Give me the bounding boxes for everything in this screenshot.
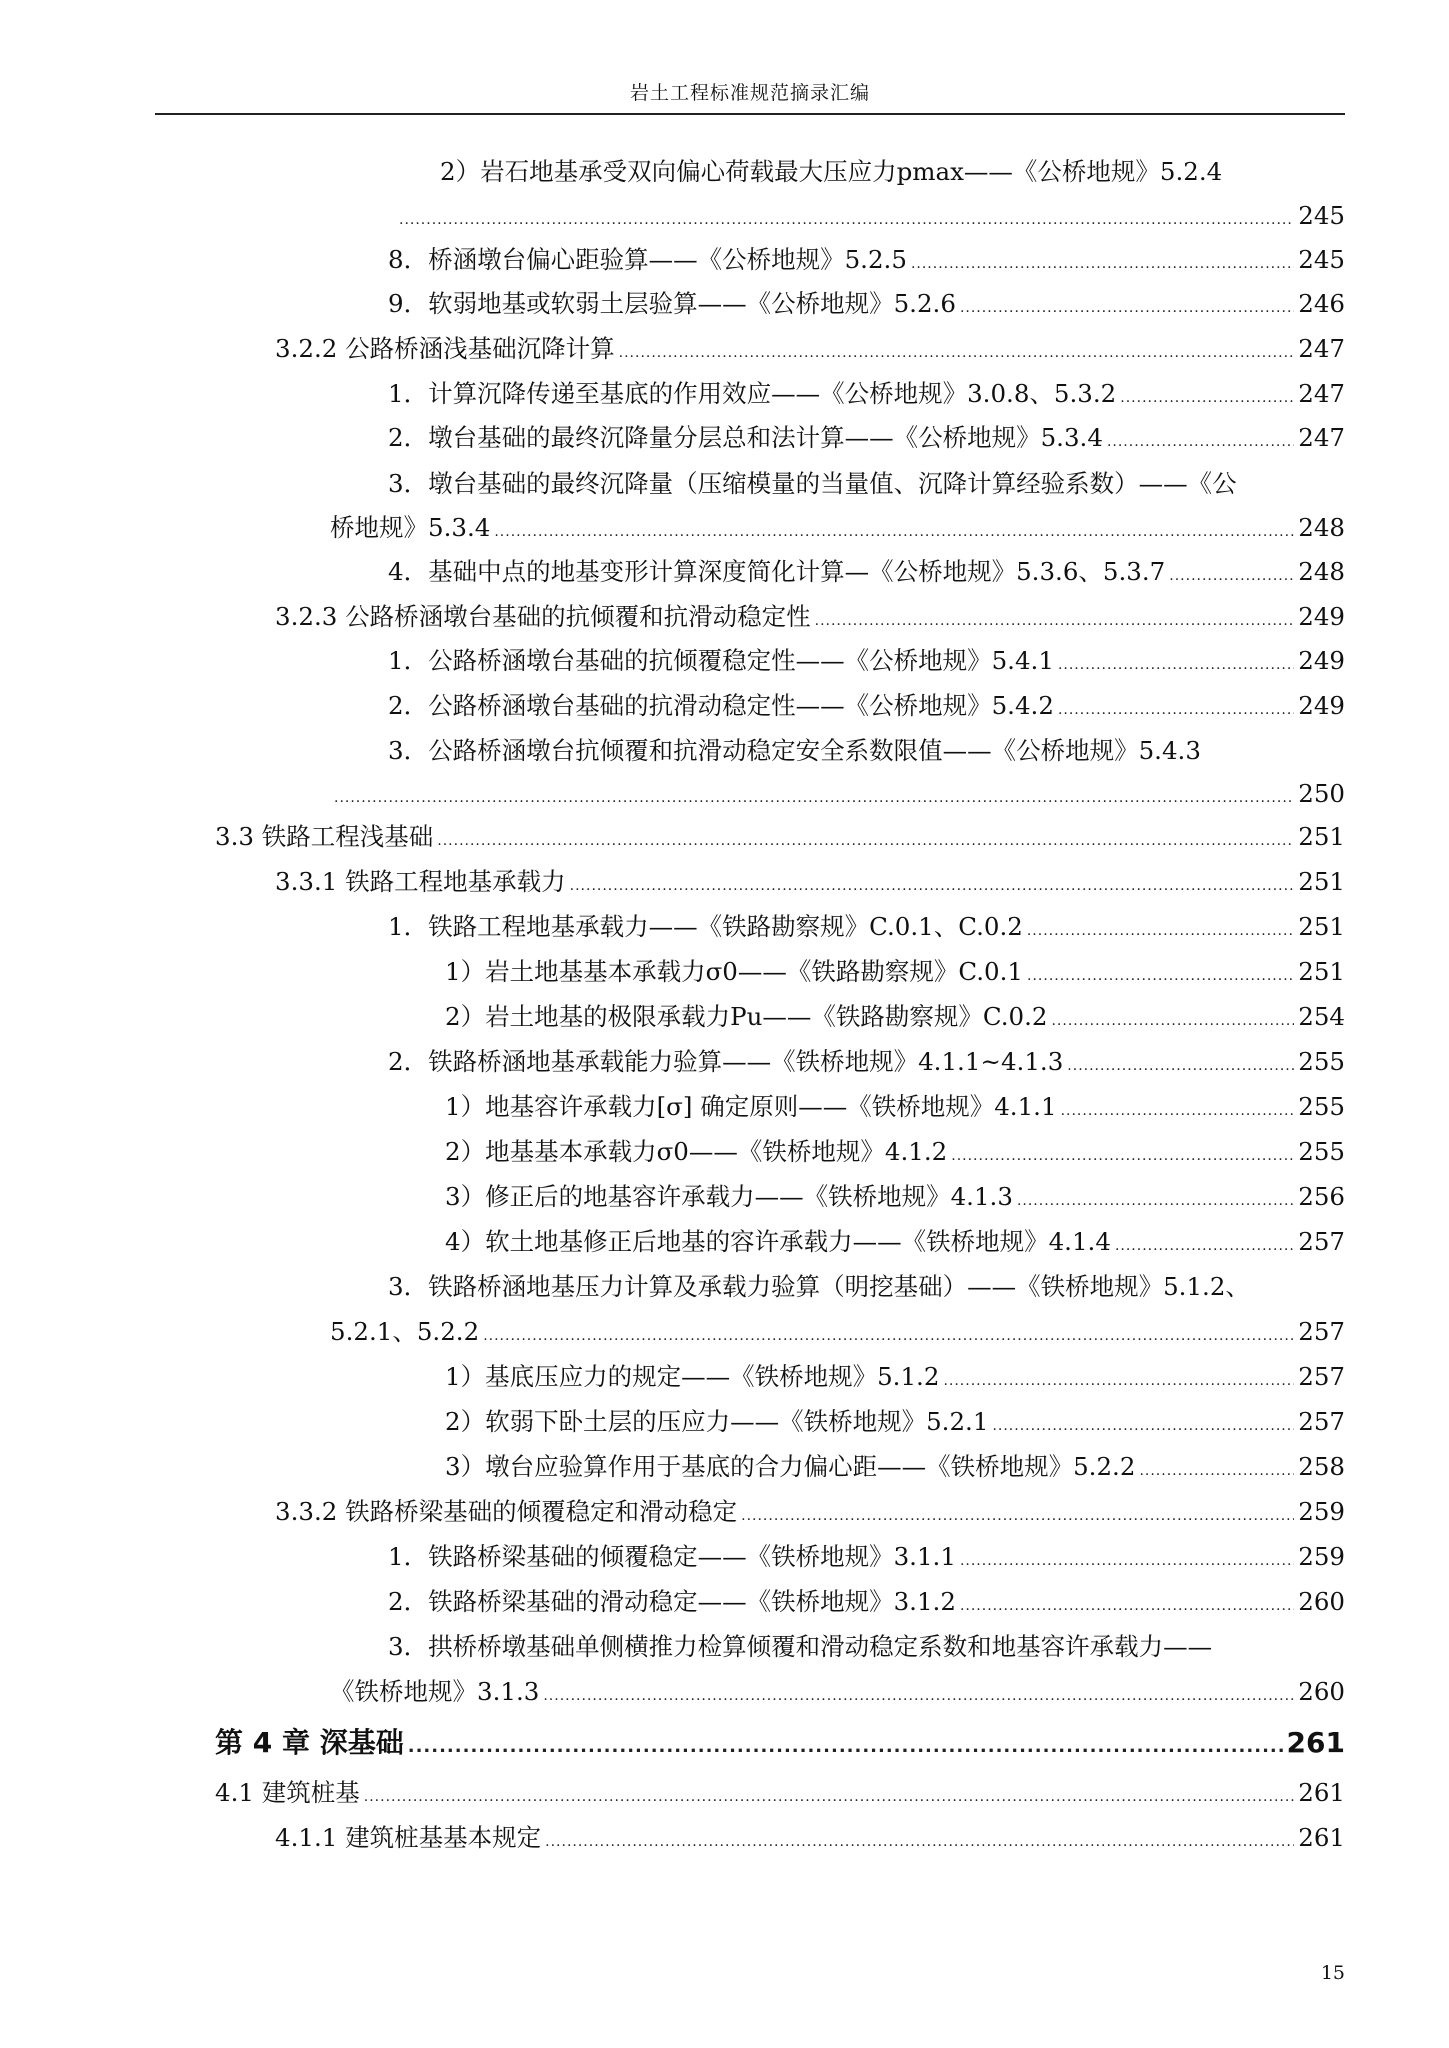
toc-entry[interactable]	[445, 1359, 1345, 1395]
toc-entry[interactable]	[388, 286, 1345, 322]
toc-page-number: 247	[1298, 423, 1345, 452]
toc-entry[interactable]	[445, 1449, 1345, 1485]
toc-page-number: 246	[1298, 289, 1345, 318]
toc-entry-text: 3．公路桥涵墩台抗倾覆和抗滑动稳定安全系数限值——《公桥地规》5.4.3	[388, 736, 1201, 765]
chapter-title: 第 4 章 深基础	[215, 1726, 404, 1759]
toc-entry[interactable]	[215, 819, 1345, 855]
toc-entry-continuation[interactable]	[330, 510, 1345, 546]
toc-page-number: 250	[1298, 779, 1345, 808]
toc-entry-text: 2）岩石地基承受双向偏心荷载最大压应力pmax——《公桥地规》5.2.4	[440, 157, 1223, 186]
toc-entry[interactable]	[445, 1089, 1345, 1125]
toc-entry-text: 3）墩台应验算作用于基底的合力偏心距——《铁桥地规》5.2.2	[445, 1452, 1136, 1481]
dot-leader	[437, 823, 1294, 859]
dot-leader	[992, 1408, 1294, 1444]
dot-leader	[741, 1498, 1294, 1534]
toc-page-number: 249	[1298, 602, 1345, 631]
toc-entry[interactable]	[388, 1539, 1345, 1575]
toc-entry[interactable]	[275, 864, 1345, 900]
toc-entry-text: 5.2.1、5.2.2	[330, 1317, 480, 1346]
dot-leader	[1058, 647, 1294, 683]
toc-page-number: 257	[1298, 1227, 1345, 1256]
toc-page-number: 257	[1298, 1317, 1345, 1346]
dot-leader	[1169, 558, 1294, 594]
dot-leader	[619, 335, 1295, 371]
dot-leader	[545, 1824, 1294, 1860]
toc-entry-text: 1．铁路桥梁基础的倾覆稳定——《铁桥地规》3.1.1	[388, 1542, 956, 1571]
toc-entry-text: 桥地规》5.3.4	[330, 513, 491, 542]
toc-entry-text: 3．铁路桥涵地基压力计算及承载力验算（明挖基础）——《铁桥地规》5.1.2、	[388, 1272, 1250, 1301]
toc-page-number: 247	[1298, 379, 1345, 408]
toc-page-number: 248	[1298, 513, 1345, 542]
toc-page-number: 255	[1298, 1137, 1345, 1166]
toc-entry-text: 1．计算沉降传递至基底的作用效应——《公桥地规》3.0.8、5.3.2	[388, 379, 1117, 408]
toc-entry-text: 3.3 铁路工程浅基础	[215, 822, 434, 851]
toc-entry[interactable]	[388, 1269, 1345, 1305]
toc-entry-text: 8．桥涵墩台偏心距验算——《公桥地规》5.2.5	[388, 245, 907, 274]
toc-entry-continuation[interactable]	[330, 776, 1345, 812]
toc-entry[interactable]	[388, 242, 1345, 278]
toc-page-number: 248	[1298, 557, 1345, 586]
toc-entry-text: 4）软土地基修正后地基的容许承载力——《铁桥地规》4.1.4	[445, 1227, 1111, 1256]
dot-leader	[408, 1725, 1283, 1769]
toc-entry-text: 2．公路桥涵墩台基础的抗滑动稳定性——《公桥地规》5.4.2	[388, 691, 1054, 720]
toc-chapter-heading[interactable]	[215, 1721, 1345, 1765]
toc-page-number: 260	[1298, 1677, 1345, 1706]
dot-leader	[334, 780, 1294, 816]
toc-entry-text: 1）岩土地基基本承载力σ0——《铁路勘察规》C.0.1	[445, 957, 1024, 986]
toc-page-number: 245	[1298, 245, 1345, 274]
dot-leader	[951, 1138, 1294, 1174]
header-title: 岩土工程标准规范摘录汇编	[629, 82, 870, 104]
toc-page-number: 260	[1298, 1587, 1345, 1616]
toc-entry-text: 3.3.1 铁路工程地基承载力	[275, 867, 566, 896]
dot-leader	[1058, 692, 1294, 728]
toc-entry-text: 3.3.2 铁路桥梁基础的倾覆稳定和滑动稳定	[275, 1497, 738, 1526]
toc-entry[interactable]	[388, 376, 1345, 412]
dot-leader	[1017, 1183, 1294, 1219]
toc-page-number: 256	[1298, 1182, 1345, 1211]
toc-entry-text: 4.1 建筑桩基	[215, 1778, 360, 1807]
footer-page-number: 15	[1320, 1962, 1345, 1984]
toc-page-number: 259	[1298, 1497, 1345, 1526]
toc-entry-text: 3.2.2 公路桥涵浅基础沉降计算	[275, 334, 615, 363]
toc-entry[interactable]	[445, 1224, 1345, 1260]
toc-page-number: 257	[1298, 1407, 1345, 1436]
dot-leader	[570, 868, 1295, 904]
dot-leader	[543, 1678, 1294, 1714]
toc-entry-text: 3．拱桥桥墩基础单侧横推力检算倾覆和滑动稳定系数和地基容许承载力——	[388, 1632, 1213, 1661]
dot-leader	[1107, 424, 1294, 460]
toc-entry[interactable]	[445, 1179, 1345, 1215]
toc-page-number: 249	[1298, 646, 1345, 675]
dot-leader	[1061, 1093, 1295, 1129]
toc-entry[interactable]	[445, 1134, 1345, 1170]
toc-entry-continuation[interactable]	[330, 1314, 1345, 1350]
toc-entry-text: 2）岩土地基的极限承载力Pu——《铁路勘察规》C.0.2	[445, 1002, 1048, 1031]
toc-entry[interactable]	[445, 954, 1345, 990]
toc-entry-text: 1．公路桥涵墩台基础的抗倾覆稳定性——《公桥地规》5.4.1	[388, 646, 1054, 675]
dot-leader	[960, 290, 1294, 326]
dot-leader	[1120, 380, 1294, 416]
toc-entry[interactable]	[388, 1629, 1345, 1665]
toc-entry-text: 2）地基基本承载力σ0——《铁桥地规》4.1.2	[445, 1137, 948, 1166]
toc-entry-text: 3．墩台基础的最终沉降量（压缩模量的当量值、沉降计算经验系数）——《公	[388, 469, 1237, 498]
toc-page-number: 258	[1298, 1452, 1345, 1481]
dot-leader	[1051, 1003, 1294, 1039]
toc-entry-text: 4．基础中点的地基变形计算深度简化计算—《公桥地规》5.3.6、5.3.7	[388, 557, 1166, 586]
dot-leader	[815, 603, 1295, 639]
toc-entry[interactable]	[275, 331, 1345, 367]
toc-entry-text: 3.2.3 公路桥涵墩台基础的抗倾覆和抗滑动稳定性	[275, 602, 811, 631]
toc-page-number: 255	[1298, 1047, 1345, 1076]
toc-page-number: 259	[1298, 1542, 1345, 1571]
dot-leader	[960, 1588, 1294, 1624]
toc-page-number: 257	[1298, 1362, 1345, 1391]
toc-page-number: 254	[1298, 1002, 1345, 1031]
toc-page-number: 251	[1298, 822, 1345, 851]
toc-entry-text: 2）软弱下卧土层的压应力——《铁桥地规》5.2.1	[445, 1407, 989, 1436]
toc-page-number: 245	[1298, 201, 1345, 230]
toc-page-number: 249	[1298, 691, 1345, 720]
toc-page-number: 251	[1298, 867, 1345, 896]
toc-entry[interactable]	[445, 999, 1345, 1035]
toc-entry[interactable]	[215, 1775, 1345, 1811]
toc-entry-text: 2．铁路桥梁基础的滑动稳定——《铁桥地规》3.1.2	[388, 1587, 956, 1616]
toc-page-number: 247	[1298, 334, 1345, 363]
toc-entry[interactable]	[388, 733, 1345, 769]
dot-leader	[1115, 1228, 1294, 1264]
toc-entry-text: 1）地基容许承载力[σ] 确定原则——《铁桥地规》4.1.1	[445, 1092, 1057, 1121]
toc-entry-text: 2．墩台基础的最终沉降量分层总和法计算——《公桥地规》5.3.4	[388, 423, 1103, 452]
toc-entry[interactable]	[388, 1584, 1345, 1620]
dot-leader	[399, 202, 1294, 238]
dot-leader	[911, 246, 1294, 282]
dot-leader	[1139, 1453, 1294, 1489]
toc-entry[interactable]	[388, 466, 1345, 502]
toc-page-number: 251	[1298, 912, 1345, 941]
toc-entry-text: 4.1.1 建筑桩基基本规定	[275, 1823, 542, 1852]
toc-entry[interactable]	[275, 1494, 1345, 1530]
toc-entry[interactable]	[388, 554, 1345, 590]
toc-entry-text: 9．软弱地基或软弱土层验算——《公桥地规》5.2.6	[388, 289, 956, 318]
toc-page-number: 261	[1298, 1778, 1345, 1807]
dot-leader	[494, 514, 1294, 550]
toc-entry[interactable]	[388, 688, 1345, 724]
toc-page-number: 255	[1298, 1092, 1345, 1121]
dot-leader	[943, 1363, 1294, 1399]
dot-leader	[364, 1779, 1294, 1815]
toc-entry[interactable]	[388, 909, 1345, 945]
toc-page-number: 261	[1286, 1726, 1345, 1759]
toc-entry[interactable]	[445, 1404, 1345, 1440]
toc-entry-text: 1）基底压应力的规定——《铁桥地规》5.1.2	[445, 1362, 940, 1391]
toc-entry[interactable]	[388, 420, 1345, 456]
toc-entry[interactable]	[275, 1820, 1345, 1856]
dot-leader	[960, 1543, 1294, 1579]
toc-entry[interactable]	[388, 1044, 1345, 1080]
toc-page-number: 251	[1298, 957, 1345, 986]
dot-leader	[1027, 913, 1294, 949]
toc-entry-continuation[interactable]	[330, 1674, 1345, 1710]
toc-entry[interactable]	[275, 599, 1345, 635]
dot-leader	[483, 1318, 1294, 1354]
toc-entry[interactable]	[440, 154, 1345, 190]
toc-entry-text: 2．铁路桥涵地基承载能力验算——《铁桥地规》4.1.1~4.1.3	[388, 1047, 1064, 1076]
toc-entry-text: 《铁桥地规》3.1.3	[330, 1677, 540, 1706]
toc-entry-text: 1．铁路工程地基承载力——《铁路勘察规》C.0.1、C.0.2	[388, 912, 1023, 941]
dot-leader	[1067, 1048, 1294, 1084]
dot-leader	[1027, 958, 1294, 994]
toc-entry-text: 3）修正后的地基容许承载力——《铁桥地规》4.1.3	[445, 1182, 1013, 1211]
toc-page-number: 261	[1298, 1823, 1345, 1852]
toc-entry[interactable]	[388, 643, 1345, 679]
toc-entry-continuation[interactable]	[395, 198, 1345, 234]
